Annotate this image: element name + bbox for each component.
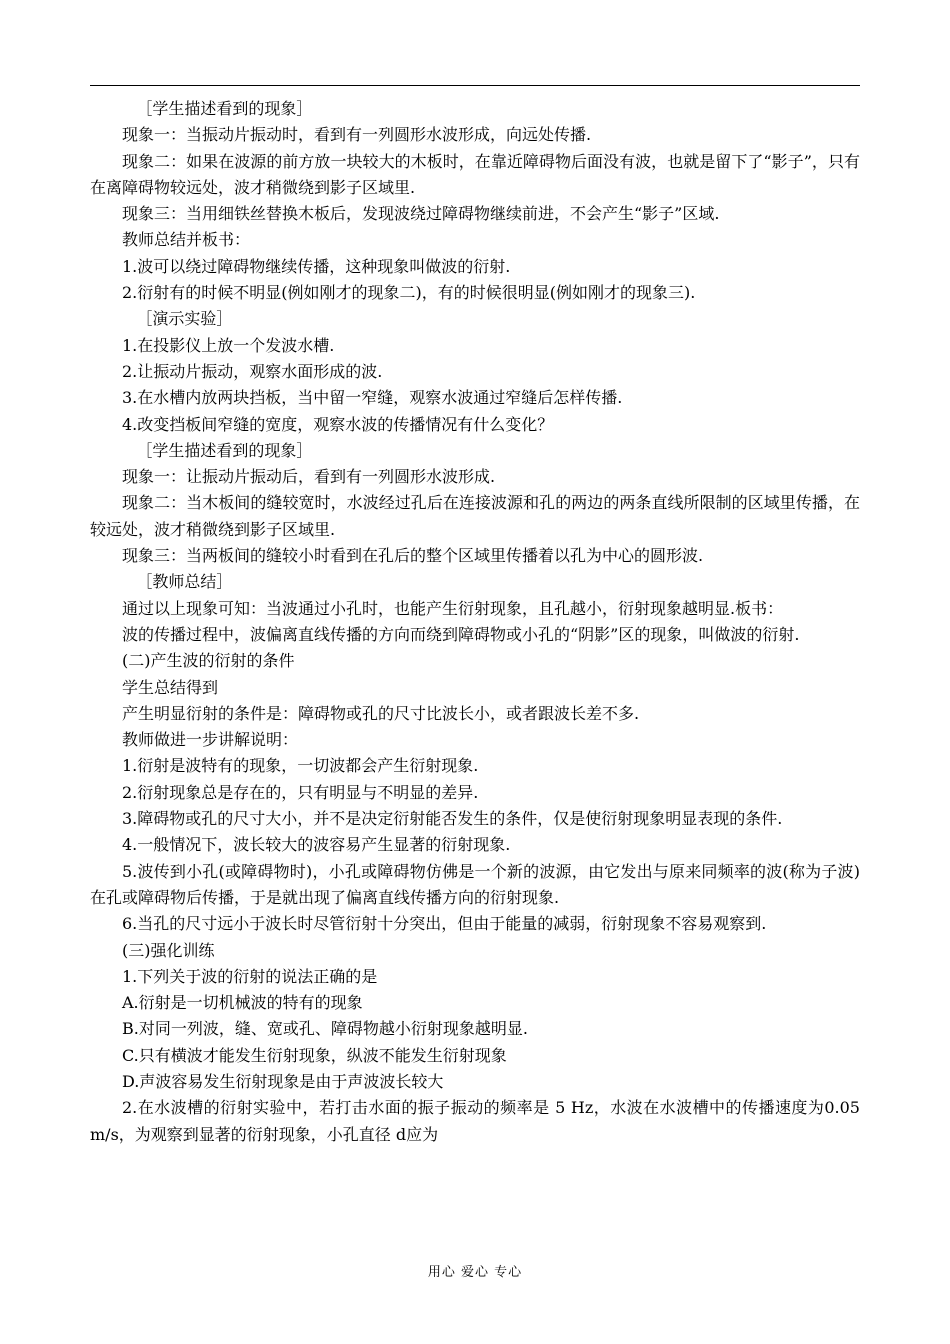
paragraph: 2.衍射有的时候不明显(例如刚才的现象二)，有的时候很明显(例如刚才的现象三).	[122, 283, 696, 303]
page-footer: 用心 爱心 专心	[427, 1265, 523, 1280]
paragraph: 产生明显衍射的条件是：障碍物或孔的尺寸比波长小，或者跟波长差不多.	[122, 703, 640, 723]
paragraph: (三)强化训练	[122, 940, 215, 960]
paragraph: 学生总结得到	[122, 677, 219, 697]
paragraph: 1.波可以绕过障碍物继续传播，这种现象叫做波的衍射.	[122, 256, 511, 276]
paragraph: 6.当孔的尺寸远小于波长时尽管衍射十分突出，但由于能量的减弱，衍射现象不容易观察到.	[122, 914, 767, 934]
paragraph: 现象三：当用细铁丝替换木板后，发现波绕过障碍物继续前进，不会产生“影子”区域.	[122, 204, 720, 224]
paragraph: 现象二：如果在波源的前方放一块较大的木板时，在靠近障碍物后面没有波，也就是留下了“影子”，只有在离障碍物较远处，波才稍微绕到影子区域里.	[90, 151, 860, 197]
paragraph: A.衍射是一切机械波的特有的现象	[122, 993, 363, 1013]
paragraph: 5.波传到小孔(或障碍物时)，小孔或障碍物仿佛是一个新的波源，由它发出与原来同频率的波(称为子波)在孔或障碍物后传播，于是就出现了偏离直线传播方向的衍射现象.	[90, 861, 860, 907]
paragraph: 波的传播过程中，波偏离直线传播的方向而绕到障碍物或小孔的“阴影”区的现象，叫做波的衍射.	[122, 624, 800, 644]
paragraph: 1.下列关于波的衍射的说法正确的是	[122, 966, 378, 986]
document-body	[90, 96, 860, 1148]
paragraph: 1.在投影仪上放一个发波水槽.	[122, 335, 335, 355]
paragraph: ［学生描述看到的现象］	[136, 99, 313, 118]
paragraph: 现象一：让振动片振动后，看到有一列圆形水波形成.	[122, 467, 496, 487]
paragraph: 3.障碍物或孔的尺寸大小，并不是决定衍射能否发生的条件，仅是使衍射现象明显表现的条件.	[122, 809, 783, 829]
paragraph: 4.改变挡板间窄缝的宽度，观察水波的传播情况有什么变化？	[122, 414, 554, 434]
paragraph: 4.一般情况下，波长较大的波容易产生显著的衍射现象.	[122, 835, 511, 855]
paragraph: ［演示实验］	[136, 309, 233, 329]
paragraph: 现象二：当木板间的缝较宽时，水波经过孔后在连接波源和孔的两边的两条直线所限制的区域里传播，在较远处，波才稍微绕到影子区域里.	[90, 493, 860, 539]
paragraph: B.对同一列波，缝、宽或孔、障碍物越小衍射现象越明显.	[122, 1019, 528, 1039]
paragraph: 现象一：当振动片振动时，看到有一列圆形水波形成，向远处传播.	[122, 125, 592, 145]
paragraph: 教师总结并板书：	[122, 230, 251, 250]
paragraph: ［教师总结］	[136, 572, 233, 592]
paragraph: 2.在水波槽的衍射实验中，若打击水面的振子振动的频率是 5 Hz，水波在水波槽中的传播速度为0.05 m/s，为观察到显著的衍射现象，小孔直径 d应为	[90, 1098, 860, 1144]
paragraph: 1.衍射是波特有的现象，一切波都会产生衍射现象.	[122, 756, 479, 776]
paragraph: 教师做进一步讲解说明：	[122, 730, 299, 750]
paragraph: 2.衍射现象总是存在的，只有明显与不明显的差异.	[122, 782, 479, 802]
paragraph: 3.在水槽内放两块挡板，当中留一窄缝，观察水波通过窄缝后怎样传播.	[122, 388, 623, 408]
paragraph: C.只有横波才能发生衍射现象，纵波不能发生衍射现象	[122, 1045, 507, 1065]
paragraph: ［学生描述看到的现象］	[136, 440, 313, 460]
paragraph: D.声波容易发生衍射现象是由于声波波长较大	[122, 1071, 444, 1091]
header-rule	[90, 85, 860, 86]
paragraph: 通过以上现象可知：当波通过小孔时，也能产生衍射现象，且孔越小，衍射现象越明显.板书：	[122, 598, 784, 618]
paragraph: 现象三：当两板间的缝较小时看到在孔后的整个区域里传播着以孔为中心的圆形波.	[122, 546, 704, 566]
paragraph: 2.让振动片振动，观察水面形成的波.	[122, 361, 383, 381]
paragraph: (二)产生波的衍射的条件	[122, 651, 295, 671]
